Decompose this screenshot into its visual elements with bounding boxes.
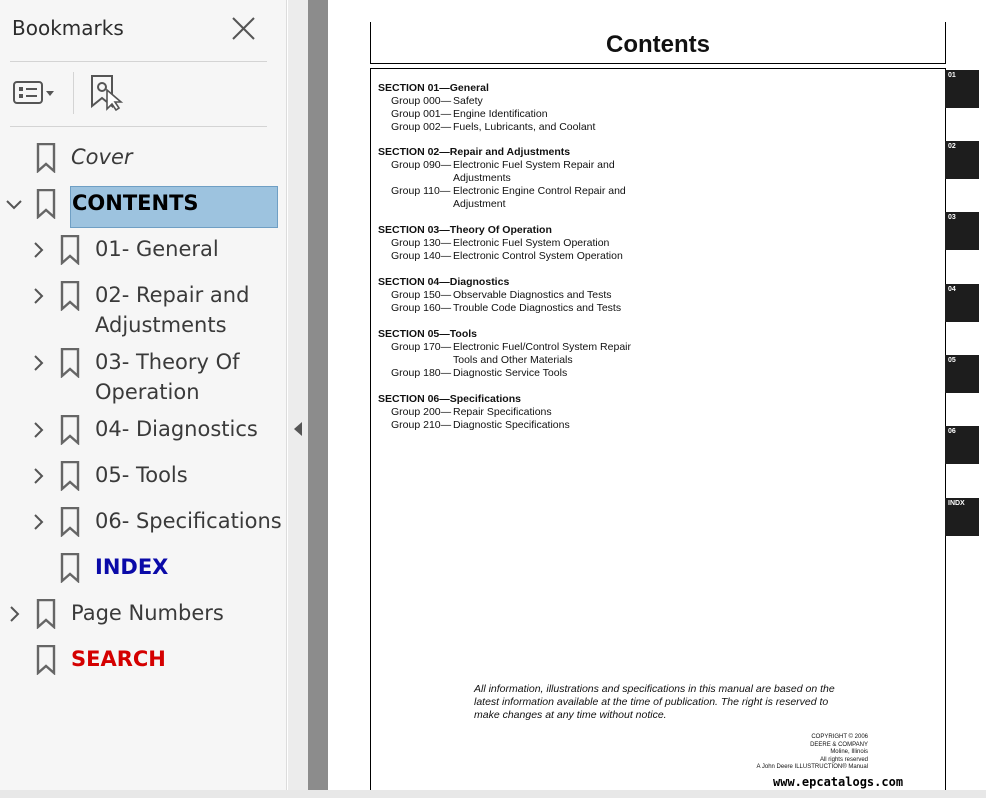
- group-number: Group 090—: [391, 159, 452, 171]
- toc-section: [378, 82, 653, 134]
- horizontal-scrollbar[interactable]: [0, 790, 986, 798]
- new-bookmark-icon: [87, 73, 125, 111]
- section-title: SECTION 05—Tools: [378, 328, 477, 340]
- expand-chevron[interactable]: [31, 240, 47, 260]
- tab-label: 03: [948, 214, 956, 221]
- bookmark-page-numbers[interactable]: Page Numbers: [71, 601, 224, 625]
- section-tab-06[interactable]: [945, 426, 979, 464]
- group-number: Group 110—: [391, 185, 451, 197]
- copyright-line: All rights reserved: [819, 756, 868, 763]
- group-number: Group 200—: [391, 406, 452, 418]
- section-tab-04[interactable]: [945, 284, 979, 322]
- expand-chevron[interactable]: [31, 286, 47, 306]
- tab-label: 04: [948, 286, 956, 293]
- toc-group: [378, 121, 653, 134]
- tab-label: 06: [948, 428, 956, 435]
- panel-title: Bookmarks: [12, 16, 124, 40]
- bookmark-options-button[interactable]: [13, 78, 59, 108]
- collapse-panel-button[interactable]: [291, 420, 305, 438]
- expand-chevron[interactable]: [31, 420, 47, 440]
- group-number: Group 210—: [391, 419, 452, 431]
- bookmark-index[interactable]: INDEX: [95, 555, 169, 579]
- triangle-left-icon: [291, 420, 305, 438]
- chevron-right-icon: [31, 512, 47, 532]
- toc-group: [378, 185, 638, 211]
- tab-label: 05: [948, 357, 956, 364]
- toc-group: [378, 406, 653, 419]
- toc-section: [378, 146, 638, 211]
- group-desc: Fuels, Lubricants, and Coolant: [453, 121, 596, 133]
- bookmarks-panel: [0, 0, 287, 798]
- close-panel-button[interactable]: [228, 14, 258, 44]
- chevron-right-icon: [31, 466, 47, 486]
- toc-group: [378, 419, 653, 432]
- section-title: SECTION 06—Specifications: [378, 393, 521, 405]
- bookmark-specifications[interactable]: 06- Specifications: [95, 509, 282, 533]
- toc-group: [378, 108, 653, 121]
- bookmark-tools[interactable]: 05- Tools: [95, 463, 188, 487]
- group-desc: Engine Identification: [453, 108, 548, 120]
- group-desc: Repair Specifications: [453, 406, 552, 418]
- bookmark-theory-line2[interactable]: Operation: [95, 380, 200, 404]
- copyright-line: COPYRIGHT © 2006: [811, 734, 868, 740]
- pane-divider[interactable]: [308, 0, 328, 798]
- bookmark-contents[interactable]: CONTENTS: [72, 191, 199, 215]
- group-number: Group 001—: [391, 108, 452, 120]
- bookmark-search[interactable]: SEARCH: [71, 647, 166, 671]
- group-desc: Electronic Engine Control Repair and Adjustment: [453, 185, 626, 210]
- group-desc: Trouble Code Diagnostics and Tests: [453, 302, 622, 314]
- group-number: Group 002—: [391, 121, 452, 133]
- toc-section: [378, 276, 653, 315]
- group-desc: Diagnostic Service Tools: [453, 367, 568, 379]
- group-number: Group 130—: [391, 237, 452, 249]
- bookmark-icon: [60, 461, 80, 491]
- section-title: SECTION 03—Theory Of Operation: [378, 224, 552, 236]
- group-number: Group 160—: [391, 302, 452, 314]
- bookmark-icon: [36, 189, 56, 219]
- group-number: Group 140—: [391, 250, 452, 262]
- page-title: Contents: [606, 31, 710, 58]
- toc-group: [378, 95, 653, 108]
- bookmark-general[interactable]: 01- General: [95, 237, 219, 261]
- toolbar-separator: [73, 72, 74, 114]
- section-tab-02[interactable]: [945, 141, 979, 179]
- expand-chevron[interactable]: [31, 466, 47, 486]
- toc-section: [378, 224, 653, 263]
- section-tab-03[interactable]: [945, 212, 979, 250]
- bookmark-label: Cover: [71, 145, 133, 169]
- close-icon: [228, 14, 258, 44]
- group-desc: Safety: [453, 95, 483, 107]
- copyright-block: [698, 734, 868, 772]
- copyright-line: DEERE & COMPANY: [810, 741, 868, 748]
- group-desc: Electronic Control System Operation: [453, 250, 623, 262]
- bookmark-icon: [36, 599, 56, 629]
- toc-group: [378, 341, 653, 367]
- bookmark-icon: [60, 553, 80, 583]
- group-number: Group 180—: [391, 367, 452, 379]
- group-number: Group 000—: [391, 95, 452, 107]
- group-desc: Electronic Fuel System Repair and Adjustments: [453, 159, 615, 184]
- tab-label: INDX: [948, 500, 965, 507]
- copyright-line: A John Deere ILLUSTRUCTION® Manual: [756, 764, 868, 770]
- bookmark-repair-line2[interactable]: Adjustments: [95, 313, 227, 337]
- collapse-chevron[interactable]: [5, 196, 21, 216]
- chevron-right-icon: [31, 240, 47, 260]
- group-desc: Electronic Fuel System Operation: [453, 237, 610, 249]
- toc-group: [378, 250, 653, 263]
- bookmark-icon: [60, 415, 80, 445]
- toc-section: [378, 393, 653, 432]
- section-tab-05[interactable]: [945, 355, 979, 393]
- list-options-icon: [13, 78, 59, 108]
- copyright-line: Moline, Illinois: [830, 749, 868, 755]
- group-desc: Electronic Fuel/Control System Repair Tools and Other Materials: [453, 341, 631, 366]
- bookmark-icon: [60, 281, 80, 311]
- panel-collapse-strip: [288, 0, 308, 798]
- group-number: Group 150—: [391, 289, 452, 301]
- expand-chevron[interactable]: [31, 512, 47, 532]
- bookmark-icon: [36, 645, 56, 675]
- section-title: SECTION 04—Diagnostics: [378, 276, 510, 288]
- section-title: SECTION 02—Repair and Adjustments: [378, 146, 571, 158]
- toc-group: [378, 237, 653, 250]
- toc-group: [378, 302, 653, 315]
- watermark-text: www.epcatalogs.com: [773, 775, 904, 789]
- expand-chevron[interactable]: [31, 353, 47, 373]
- chevron-right-icon: [7, 604, 23, 624]
- tab-label: 01: [948, 72, 956, 79]
- chevron-right-icon: [31, 420, 47, 440]
- group-desc: Diagnostic Specifications: [453, 419, 570, 431]
- section-tab-index[interactable]: [945, 498, 979, 536]
- toc-group: [378, 159, 638, 185]
- chevron-down-icon: [5, 196, 23, 216]
- bookmark-theory[interactable]: 03- Theory Of: [95, 350, 240, 374]
- toc-section: [378, 328, 653, 380]
- chevron-right-icon: [31, 286, 47, 306]
- bookmark-icon: [60, 348, 80, 378]
- document-page: [328, 0, 986, 790]
- divider: [10, 61, 267, 62]
- toc-group: [378, 367, 653, 380]
- bookmark-repair[interactable]: 02- Repair and: [95, 283, 250, 307]
- toc-group: [378, 289, 653, 302]
- bookmark-icon: [60, 507, 80, 537]
- tab-label: 02: [948, 143, 956, 150]
- bookmark-diagnostics[interactable]: 04- Diagnostics: [95, 417, 258, 441]
- expand-chevron[interactable]: [7, 604, 23, 624]
- section-title: SECTION 01—General: [378, 82, 489, 94]
- chevron-right-icon: [31, 353, 47, 373]
- group-desc: Observable Diagnostics and Tests: [453, 289, 612, 301]
- section-tab-01[interactable]: [945, 70, 979, 108]
- disclaimer-text: All information, illustrations and specifications in this manual are based on the latest information available at the time of publication. The right is reserved to make changes at any time without notice.: [474, 683, 835, 721]
- bookmark-icon: [60, 235, 80, 265]
- group-number: Group 170—: [391, 341, 452, 353]
- bookmark-icon: [36, 143, 56, 173]
- add-bookmark-button[interactable]: [87, 73, 125, 111]
- divider: [10, 126, 267, 127]
